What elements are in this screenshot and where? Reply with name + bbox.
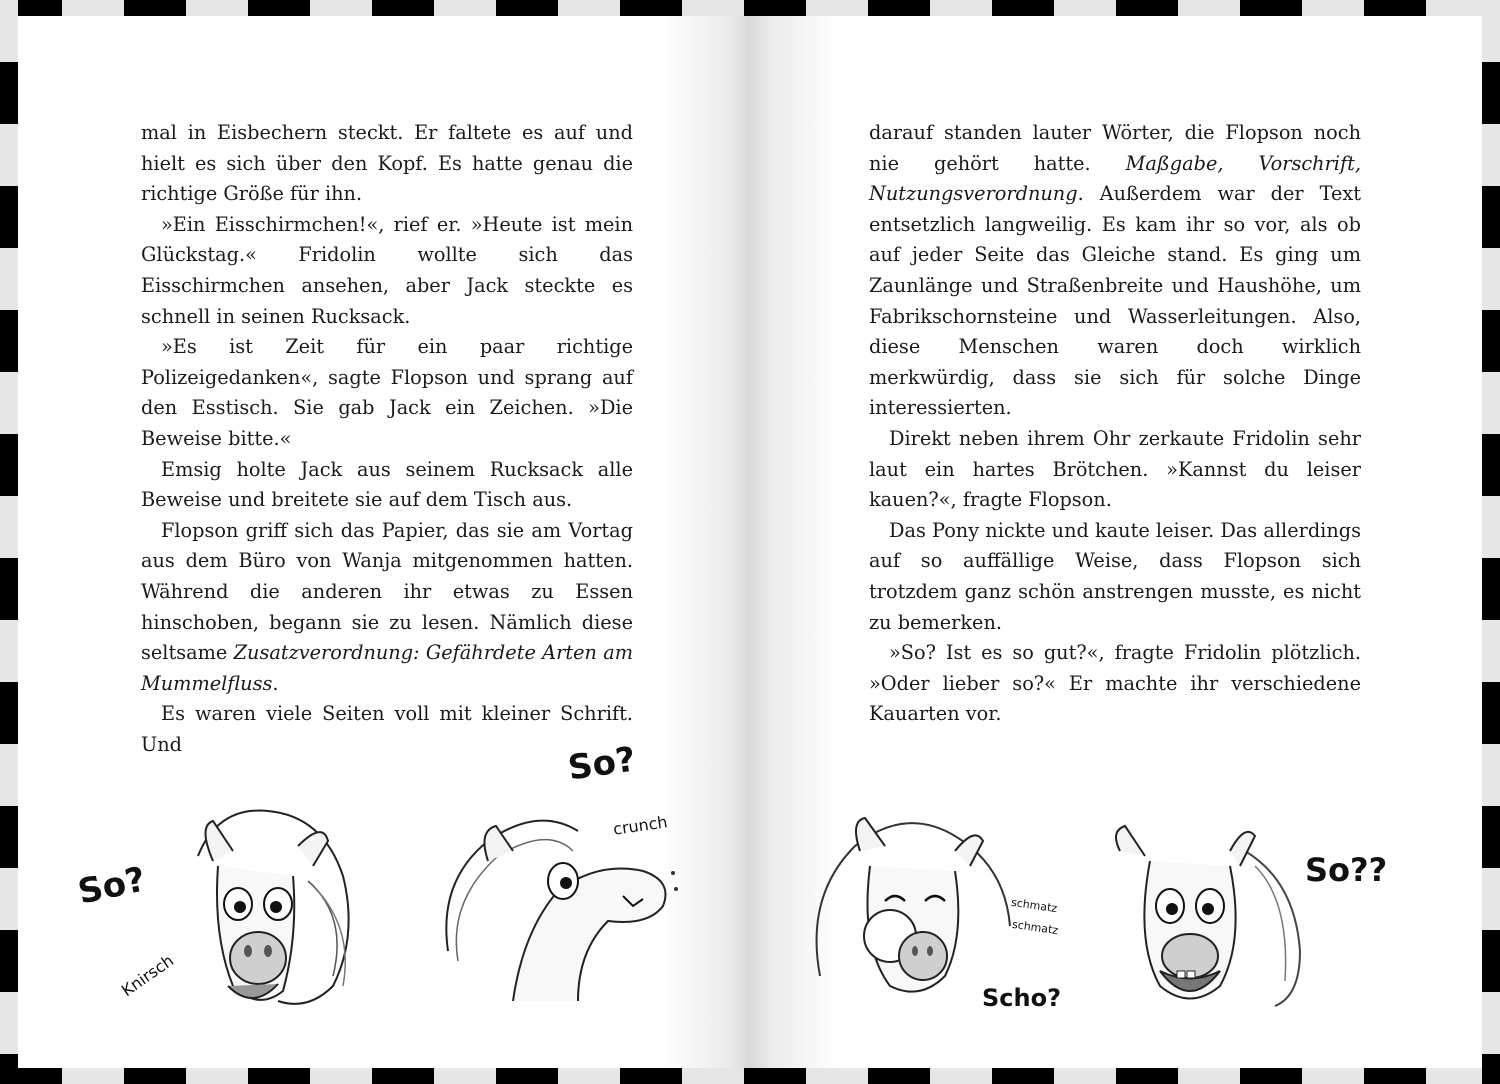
paragraph — [141, 332, 633, 454]
pony-head-3-drawing — [805, 806, 1020, 1006]
pony-head-1-drawing — [158, 786, 368, 1016]
paragraph — [141, 210, 633, 332]
text-run: . Außerdem war der Text entsetzlich langweilig. Es kam ihr so vor, als ob auf jeder Seite das Gleiche stand. Es ging um Zaunlänge und Straßenbreite und Haushöhe, um Fabrikschornsteine und Wasserleitungen. Also, diese Menschen waren doch wirklich merkwürdig, dass sie sich für solche Dinge interessierten. — [869, 182, 1361, 420]
text-run: Emsig holte Jack aus seinem Rucksack alle Beweise und breitete sie auf dem Tisch aus. — [141, 457, 633, 512]
text-run: Das Pony nickte und kaute leiser. Das allerdings auf so auffällige Weise, dass Flopson sich trotzdem ganz schön anstrengen musste, es nicht zu bemerken. — [869, 518, 1361, 634]
checkered-border-right — [1482, 0, 1500, 1084]
text-run: »So? Ist es so gut?«, fragte Fridolin plötzlich. »Oder lieber so?« Er machte ihr verschiedene Kauarten vor. — [869, 641, 1361, 726]
paragraph — [869, 516, 1361, 638]
paragraph — [141, 699, 633, 760]
text-run: »Ein Eisschirmchen!«, rief er. »Heute ist mein Glückstag.« Fridolin wollte sich das Eisschirmchen ansehen, aber Jack steckte es schnell in seinen Rucksack. — [141, 212, 633, 328]
paragraph — [869, 638, 1361, 730]
pony-chewing-illustration — [158, 786, 368, 1016]
pony3-speech: Scho? — [982, 984, 1062, 1012]
left-page-text — [141, 118, 633, 760]
text-run: . — [272, 671, 279, 695]
checkered-border-top — [0, 0, 1500, 16]
right-page-text — [869, 118, 1361, 730]
pony1-speech: So? — [74, 859, 149, 913]
pony-head-4-drawing — [1105, 811, 1305, 1011]
text-run: Direkt neben ihrem Ohr zerkaute Fridolin sehr laut ein hartes Brötchen. »Kannst du leiser kauen?«, fragte Flopson. — [869, 426, 1361, 512]
italic-text: Maßgabe, Vorschrift, Nutzungsverordnung — [869, 151, 1361, 206]
text-run: Flopson griff sich das Papier, das sie am Vortag aus dem Büro von Wanja mitgenommen hatten. Während die anderen ihr etwas zu Essen hinschoben, begann sie zu lesen. Nämlich diese seltsame — [141, 518, 633, 665]
pony-smacking-illustration — [805, 806, 1020, 1006]
right-page — [750, 16, 1482, 1068]
paragraph — [141, 516, 633, 700]
paragraph — [141, 455, 633, 516]
checkered-border-left — [0, 0, 18, 1084]
pony2-sound: crunch — [611, 812, 669, 839]
text-run: Es waren viele Seiten voll mit kleiner Schrift. Und — [141, 702, 633, 756]
checkered-border-bottom — [0, 1068, 1500, 1084]
text-run: »Es ist Zeit für ein paar richtige Polizeigedanken«, sagte Flopson und sprang auf den Esstisch. Sie gab Jack ein Zeichen. »Die Beweise bitte.« — [141, 335, 633, 450]
pony4-speech: So?? — [1305, 851, 1388, 889]
pony1-sound: Knirsch — [117, 950, 178, 1001]
left-page — [18, 16, 750, 1068]
pony-open-mouth-illustration — [1105, 811, 1305, 1011]
paragraph — [869, 424, 1361, 516]
text-run: darauf standen lauter Wörter, die Flopson noch nie gehört hatte. — [869, 121, 1361, 175]
pony3-sound1: schmatz — [1010, 895, 1058, 916]
pony3-sound2: schmatz — [1011, 917, 1059, 938]
paragraph — [869, 118, 1361, 424]
italic-text: Zusatzverordnung: Gefährdete Arten am Mummelfluss — [141, 641, 633, 695]
text-run: mal in Eisbechern steckt. Er faltete es auf und hielt es sich über den Kopf. Es hatte genau die richtige Größe für ihn. — [141, 121, 633, 206]
paragraph — [141, 118, 633, 210]
pony2-speech: So? — [565, 739, 639, 789]
